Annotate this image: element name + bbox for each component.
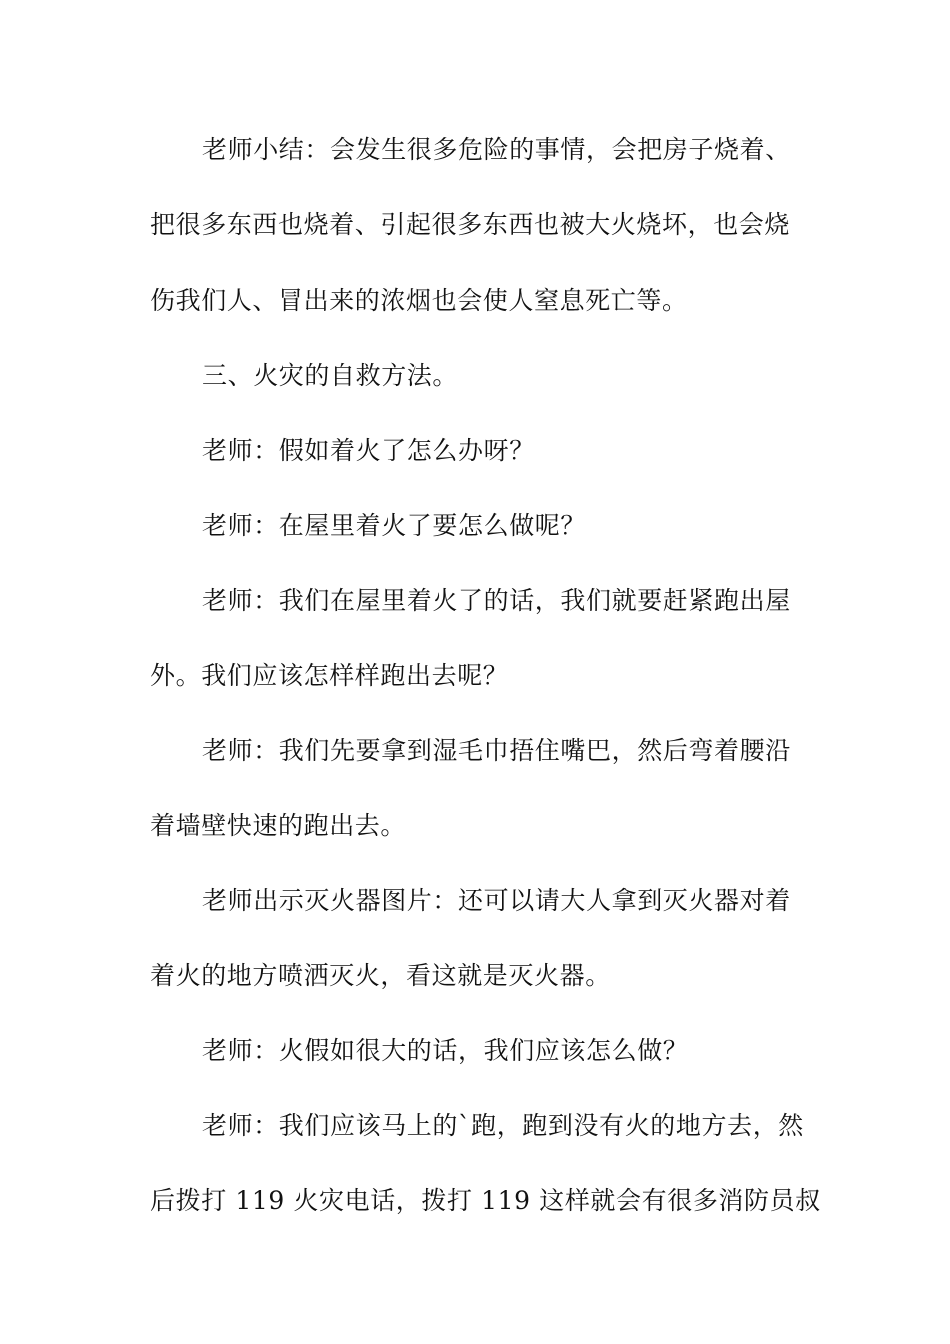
paragraph-line-6: 老师：在屋里着火了要怎么做呢？ <box>202 511 587 540</box>
paragraph-line-13: 老师：火假如很大的话，我们应该怎么做？ <box>202 1036 689 1065</box>
section-heading: 三、火灾的自救方法。 <box>202 361 459 390</box>
paragraph-line-11: 老师出示灭火器图片：还可以请大人拿到灭火器对着 <box>202 886 791 915</box>
paragraph-line-9: 老师：我们先要拿到湿毛巾捂住嘴巴，然后弯着腰沿 <box>202 736 791 765</box>
paragraph-line-5: 老师：假如着火了怎么办呀？ <box>202 436 535 465</box>
paragraph-line-7: 老师：我们在屋里着火了的话，我们就要赶紧跑出屋 <box>202 586 791 615</box>
paragraph-line-12: 着火的地方喷洒灭火，看这就是灭火器。 <box>150 961 611 990</box>
paragraph-line-3: 伤我们人、冒出来的浓烟也会使人窒息死亡等。 <box>150 286 688 315</box>
paragraph-line-10: 着墙壁快速的跑出去。 <box>150 811 407 840</box>
paragraph-line-1: 老师小结：会发生很多危险的事情，会把房子烧着、 <box>202 135 791 164</box>
paragraph-line-2: 把很多东西也烧着、引起很多东西也被大火烧坏，也会烧 <box>150 210 791 239</box>
paragraph-line-15: 后拨打 119 火灾电话，拨打 119 这样就会有很多消防员叔 <box>150 1186 821 1215</box>
paragraph-line-8: 外。我们应该怎样样跑出去呢？ <box>150 661 509 690</box>
paragraph-line-14: 老师：我们应该马上的`跑，跑到没有火的地方去，然 <box>202 1111 804 1140</box>
